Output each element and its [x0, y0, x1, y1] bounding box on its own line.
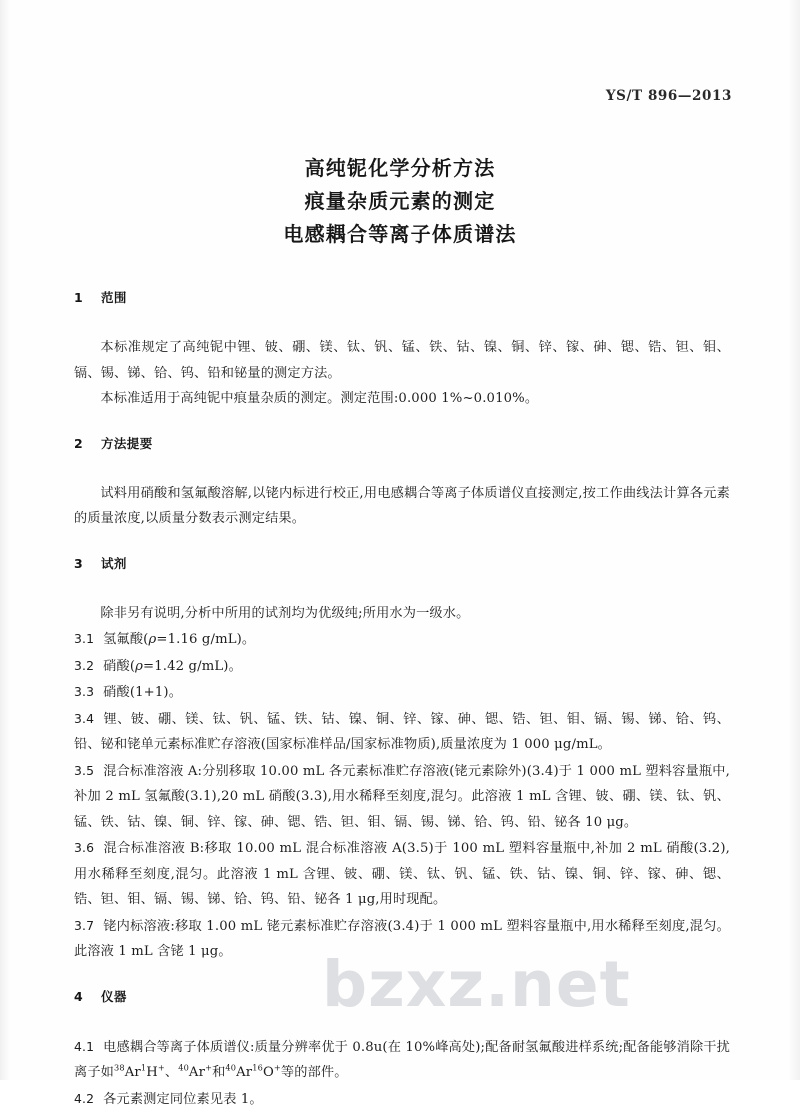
reagent-text-3-1-a: 氢氟酸(: [103, 632, 148, 647]
reagent-item-3-4: [74, 706, 730, 758]
reagent-text-3-3: 硝酸(1+1)。: [103, 685, 182, 700]
clause-number-4: 4: [74, 989, 101, 1004]
clause-title-2: 方法提要: [101, 436, 153, 451]
clause-title-4: 仪器: [101, 989, 127, 1004]
spacer: [74, 965, 730, 987]
isotope-mass-1: 1: [141, 1063, 146, 1073]
reagent-number-3-7: 3.7: [74, 918, 94, 933]
clause-heading-reagents: [74, 554, 730, 572]
reagent-text-3-1-b: =1.16 g/mL)。: [156, 632, 255, 647]
clause-heading-principle: [74, 434, 730, 452]
reagent-item-3-5: [74, 758, 730, 836]
clause-heading-scope: [74, 288, 730, 306]
principle-paragraph-1: 试料用硝酸和氢氟酸溶解,以铑内标进行校正,用电感耦合等离子体质谱仪直接测定,按工作曲线法计算各元素的质量浓度,以质量分数表示测定结果。: [74, 481, 730, 532]
element-o: O: [263, 1065, 274, 1080]
apparatus-number-4-2: 4.2: [74, 1091, 94, 1106]
reagent-number-3-1: 3.1: [74, 631, 94, 646]
spacer: [74, 452, 730, 481]
apparatus-text-4-1-b: 等的部件。: [281, 1065, 348, 1080]
reagent-text-3-2-b: =1.42 g/mL)。: [143, 659, 242, 674]
clause-number-1: 1: [74, 290, 101, 305]
title-line-3: 电感耦合等离子体质谱法: [0, 218, 800, 251]
isotope-mass-16: 16: [252, 1063, 263, 1073]
spacer: [74, 532, 730, 554]
reagent-item-3-2: [74, 653, 730, 680]
reagent-number-3-6: 3.6: [74, 840, 94, 855]
rho-symbol: ρ: [148, 632, 156, 647]
isotope-ar-o: [225, 1065, 281, 1080]
charge-plus-1: +: [158, 1063, 165, 1073]
reagent-number-3-5: 3.5: [74, 763, 94, 778]
scope-paragraph-2: 本标准适用于高纯铌中痕量杂质的测定。测定范围:0.000 1%~0.010%。: [74, 386, 730, 412]
apparatus-text-4-1-a: 电感耦合等离子体质谱仪:质量分辨率优于 0.8u(在 10%峰高处);配备耐氢氟酸进样系统;配备能够消除干扰离子如: [74, 1040, 730, 1081]
reagent-number-3-4: 3.4: [74, 711, 94, 726]
reagent-text-3-2-a: 硝酸(: [103, 659, 135, 674]
document-body: [74, 288, 730, 1112]
reagent-text-3-5: 混合标准溶液 A:分别移取 10.00 mL 各元素标准贮存溶液(铑元素除外)(3.4)于 1 000 mL 塑料容量瓶中,补加 2 mL 氢氟酸(3.1),20 mL 硝酸(3.3),用水稀释至刻度,混匀。此溶液 1 mL 含锂、铍、硼、镁、钛、钒、锰、铁、钴、镍、铜、锌、镓、砷、锶、锆、钽、钼、镉、锡、锑、铪、钨、铅、铋各 10 μg。: [74, 764, 730, 830]
title-line-1: 高纯铌化学分析方法: [0, 152, 800, 185]
title-line-2: 痕量杂质元素的测定: [0, 185, 800, 218]
clause-number-3: 3: [74, 556, 101, 571]
apparatus-number-4-1: 4.1: [74, 1039, 94, 1054]
conjunction-and: 和: [212, 1065, 225, 1080]
rho-symbol: ρ: [135, 659, 143, 674]
clause-heading-apparatus: [74, 987, 730, 1005]
clause-title-3: 试剂: [101, 556, 127, 571]
reagent-number-3-2: 3.2: [74, 658, 94, 673]
isotope-mass-38: 38: [114, 1063, 125, 1073]
element-ar-2: Ar: [189, 1065, 205, 1080]
scope-paragraph-1: 本标准规定了高纯铌中锂、铍、硼、镁、钛、钒、锰、铁、钴、镍、铜、锌、镓、砷、锶、锆、钽、钼、镉、锡、锑、铪、钨、铅和铋量的测定方法。: [74, 335, 730, 386]
reagent-item-3-7: [74, 913, 730, 965]
spacer: [74, 306, 730, 335]
isotope-mass-40-a: 40: [178, 1063, 189, 1073]
clause-number-2: 2: [74, 436, 101, 451]
reagent-item-3-3: [74, 679, 730, 706]
element-ar-1: Ar: [125, 1065, 141, 1080]
reagents-intro: 除非另有说明,分析中所用的试剂均为优级纯;所用水为一级水。: [74, 601, 730, 627]
watermark: bzxz.net: [322, 948, 631, 1021]
reagent-number-3-3: 3.3: [74, 684, 94, 699]
document-title: [0, 152, 800, 251]
element-ar-3: Ar: [236, 1065, 252, 1080]
reagent-text-3-7: 铑内标溶液:移取 1.00 mL 铑元素标准贮存溶液(3.4)于 1 000 mL 塑料容量瓶中,用水稀释至刻度,混匀。此溶液 1 mL 含铑 1 μg。: [74, 919, 730, 960]
reagent-item-3-6: [74, 835, 730, 913]
apparatus-item-4-2: [74, 1086, 730, 1112]
charge-plus-2: +: [205, 1063, 212, 1073]
reagent-text-3-4: 锂、铍、硼、镁、钛、钒、锰、铁、钴、镍、铜、锌、镓、砷、锶、锆、钽、钼、镉、锡、锑、铪、钨、铅、铋和铑单元素标准贮存溶液(国家标准样品/国家标准物质),质量浓度为 1 000 μg/mL。: [74, 712, 730, 753]
clause-title-1: 范围: [101, 290, 127, 305]
charge-plus-3: +: [274, 1063, 281, 1073]
apparatus-item-4-1: [74, 1034, 730, 1086]
isotope-ar-h: [114, 1065, 165, 1080]
spacer: [74, 572, 730, 601]
apparatus-text-4-2: 各元素测定同位素见表 1。: [103, 1092, 263, 1107]
standard-code-header: YS/T 896—2013: [606, 88, 732, 104]
spacer: [74, 412, 730, 434]
isotope-mass-40-b: 40: [225, 1063, 236, 1073]
isotope-ar: [178, 1065, 212, 1080]
reagent-text-3-6: 混合标准溶液 B:移取 10.00 mL 混合标准溶液 A(3.5)于 100 mL 塑料容量瓶中,补加 2 mL 硝酸(3.2),用水稀释至刻度,混匀。此溶液 1 mL 含锂、铍、硼、镁、钛、钒、锰、铁、钴、镍、铜、锌、镓、砷、锶、锆、钽、钼、镉、锡、锑、铪、钨、铅、铋各 1 μg,用时现配。: [74, 841, 730, 907]
reagent-item-3-1: [74, 626, 730, 653]
separator-comma: 、: [165, 1065, 178, 1080]
element-h: H: [146, 1065, 158, 1080]
spacer: [74, 1005, 730, 1034]
